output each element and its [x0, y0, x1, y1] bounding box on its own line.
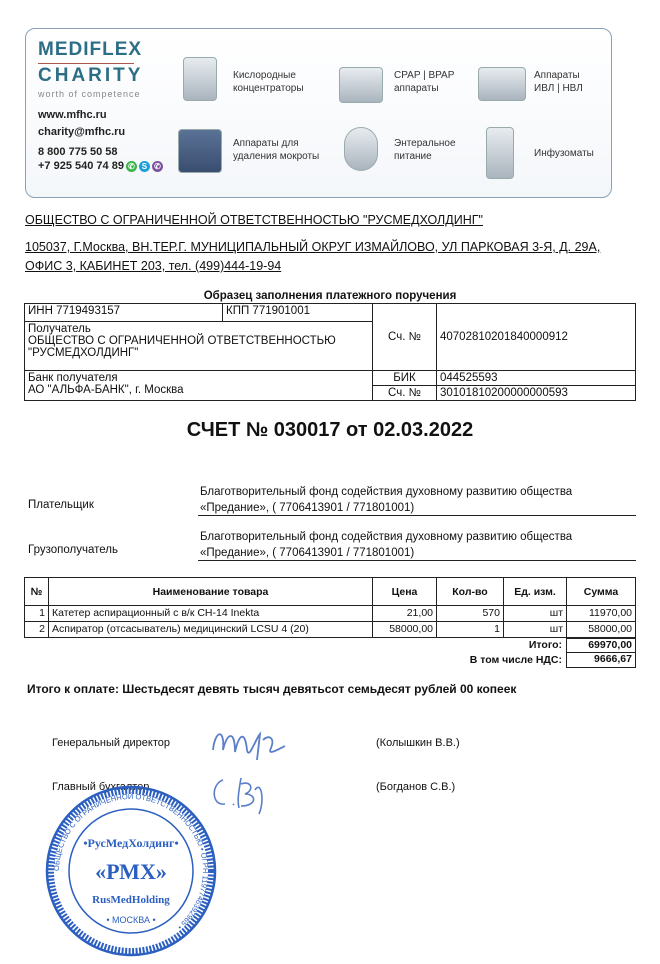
svg-text:•РусМедХолдинг•: •РусМедХолдинг• — [83, 836, 179, 850]
inn: ИНН 7719493157 — [25, 304, 223, 322]
logo-tagline: worth of competence — [38, 89, 141, 99]
vat-label: В том числе НДС: — [469, 654, 562, 666]
director-name: (Колышкин В.В.) — [376, 737, 460, 749]
email-link[interactable]: charity@mfhc.ru — [38, 126, 126, 138]
phone-1: 8 800 775 50 58 — [38, 146, 118, 158]
seller-address-1: 105037, Г.Москва, ВН.ТЕР.Г. МУНИЦИПАЛЬНЫЙ ОКРУГ ИЗМАЙЛОВО, УЛ ПАРКОВАЯ 3-Я, Д. 29А, — [25, 240, 601, 254]
svg-text:«РМХ»: «РМХ» — [95, 859, 167, 884]
payer-label: Плательщик — [28, 499, 94, 511]
account-label: Сч. № — [373, 304, 437, 371]
ventilator-image — [478, 67, 526, 101]
enteral-pump-image — [344, 127, 378, 171]
suction-image — [178, 129, 222, 173]
company-banner — [25, 28, 612, 198]
product-cpap: CPAP | BPAP аппараты — [394, 70, 455, 94]
col-number: № — [25, 578, 49, 606]
col-sum: Сумма — [567, 578, 636, 606]
col-name: Наименование товара — [49, 578, 373, 606]
accountant-label: Главный бухгалтер — [52, 781, 150, 793]
bik: 044525593 — [437, 371, 636, 386]
corr-account-label: Сч. № — [373, 386, 437, 401]
invoice-title: СЧЕТ № 030017 от 02.03.2022 — [186, 419, 474, 441]
viber-icon: ✆ — [152, 161, 163, 172]
col-price: Цена — [373, 578, 437, 606]
infusion-pump-image — [486, 127, 514, 179]
col-unit: Ед. изм. — [504, 578, 567, 606]
col-qty: Кол-во — [437, 578, 504, 606]
table-row: 2 Аспиратор (отсасыватель) медицинский LCSU 4 (20) 58000,00 1 шт 58000,00 — [25, 622, 636, 638]
director-signature — [205, 720, 295, 770]
product-ventilator: Аппараты ИВЛ | НВЛ — [534, 70, 583, 94]
account-number: 40702810201840000912 — [437, 304, 636, 371]
cpap-image — [339, 67, 383, 103]
oxygen-concentrator-image — [183, 57, 217, 101]
total-label: Итого: — [528, 639, 562, 651]
director-label: Генеральный директор — [52, 737, 170, 749]
items-table — [24, 577, 636, 638]
corr-account: 30101810200000000593 — [437, 386, 636, 401]
phone-2-text: +7 925 540 74 89 — [38, 160, 124, 172]
whatsapp-icon: ✆ — [126, 161, 137, 172]
skype-icon: S — [139, 161, 150, 172]
payer-underline — [198, 515, 636, 516]
website-link[interactable]: www.mfhc.ru — [38, 109, 107, 121]
payment-details-table — [24, 303, 636, 401]
seller-name: ОБЩЕСТВО С ОГРАНИЧЕННОЙ ОТВЕТСТВЕННОСТЬЮ "РУСМЕДХОЛДИНГ" — [25, 213, 483, 227]
logo-mediflex: MEDIFLEX — [38, 39, 143, 60]
product-infusion: Инфузоматы — [534, 148, 594, 159]
seller-address-2: ОФИС 3, КАБИНЕТ 203, тел. (499)444-19-94 — [25, 259, 282, 273]
payment-title: Образец заполнения платежного поручения — [203, 290, 457, 302]
items-header — [25, 578, 636, 606]
accountant-name: (Богданов С.В.) — [376, 781, 456, 793]
table-row: 1 Катетер аспирационный с в/к CH-14 Inekta 21,00 570 шт 11970,00 — [25, 606, 636, 622]
svg-text:RusMedHolding: RusMedHolding — [92, 894, 170, 906]
payer-value: Благотворительный фонд содействия духовному развитию общества «Предание», ( 7706413901 / 771801001) — [200, 486, 573, 514]
product-suction: Аппараты для удаления мокроты — [233, 138, 320, 162]
consignee-value: Благотворительный фонд содействия духовному развитию общества «Предание», ( 7706413901 / 771801001) — [200, 531, 573, 559]
logo-divider — [38, 63, 134, 64]
company-stamp — [45, 785, 217, 957]
vat-value: 9666,67 — [566, 652, 636, 668]
total-value: 69970,00 — [566, 638, 636, 653]
consignee-label: Грузополучатель — [28, 544, 118, 556]
bik-label: БИК — [373, 371, 437, 386]
kpp: КПП 771901001 — [223, 304, 373, 322]
product-enteral: Энтеральное питание — [394, 138, 456, 162]
product-oxygen: Кислородные концентраторы — [233, 70, 304, 94]
recipient: Получатель ОБЩЕСТВО С ОГРАНИЧЕННОЙ ОТВЕТСТВЕННОСТЬЮ "РУСМЕДХОЛДИНГ" — [25, 322, 373, 371]
svg-text:ОБЩЕСТВО С ОГРАНИЧЕННОЙ ОТВЕТС: ОБЩЕСТВО С ОГРАНИЧЕННОЙ ОТВЕТСТВЕННОСТЬЮ • ОГРН 1197746392965 • — [51, 791, 211, 932]
svg-text:• МОСКВА •: • МОСКВА • — [106, 915, 156, 925]
bank: Банк получателя АО "АЛЬФА-БАНК", г. Москва — [25, 371, 373, 401]
amount-in-words: Итого к оплате: Шестьдесят девять тысяч девятьсот семьдесят рублей 00 копеек — [27, 682, 517, 696]
consignee-underline — [198, 560, 636, 561]
phone-2 — [38, 160, 163, 172]
logo-charity: CHARITY — [38, 65, 144, 86]
